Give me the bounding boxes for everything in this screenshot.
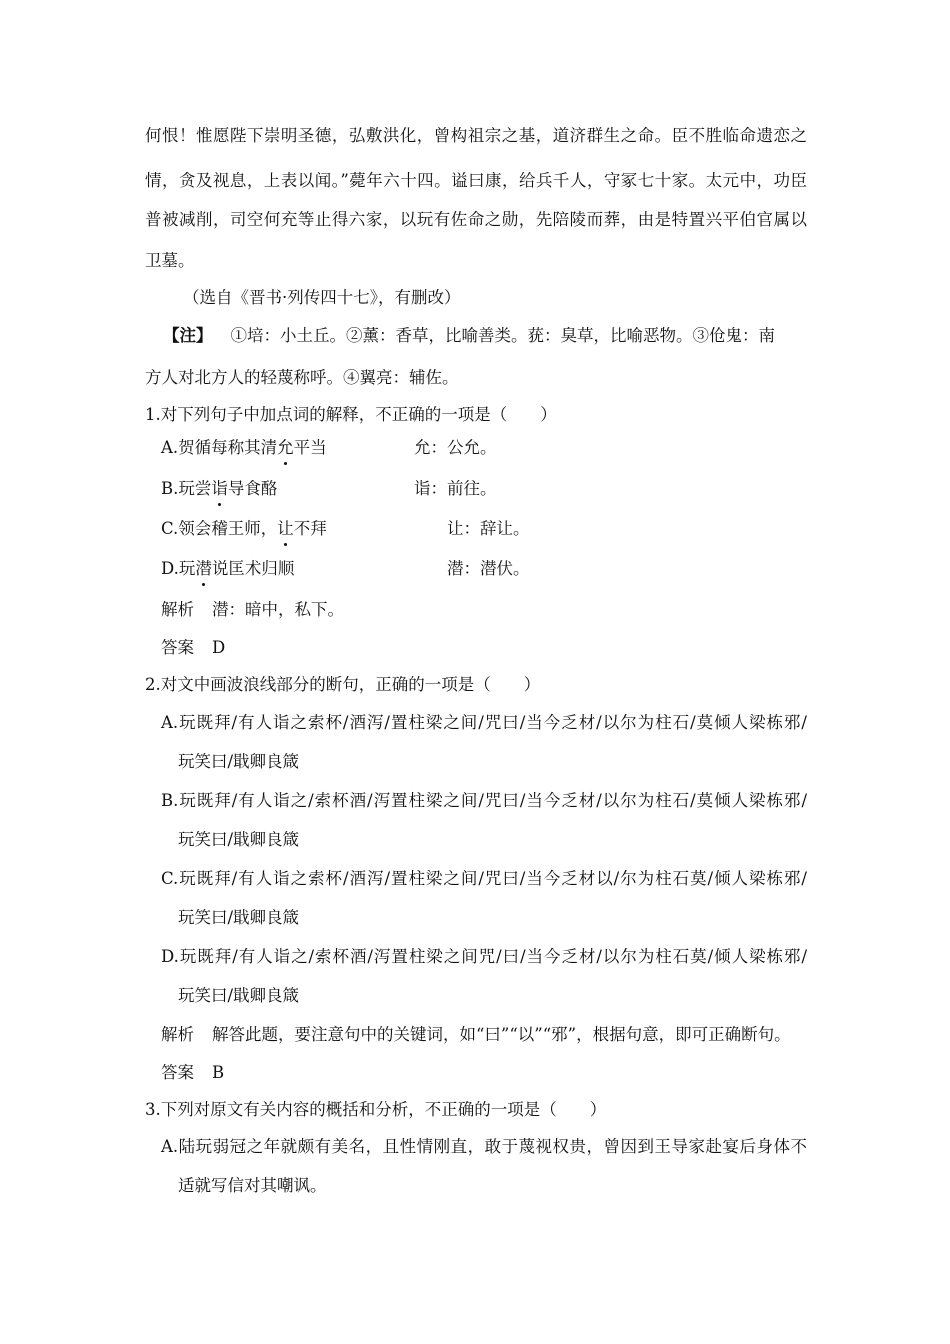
q1-answer (161, 637, 225, 659)
passage-line-2: 情，贪及视息，上表以闻。”薨年六十四。谥曰康，给兵千人，守冢七十家。太元中，功臣 (145, 171, 807, 190)
q1-option-a (161, 437, 327, 459)
passage-line-4: 卫墓。 (145, 251, 195, 270)
q1-answer-label: 答案 (161, 638, 194, 657)
q2-analysis (161, 1024, 791, 1046)
q2-option-d-line2: 玩笑曰/戢卿良箴 (178, 986, 300, 1005)
q1-option-b (161, 478, 277, 500)
q1-d-post: 说匡术归顺 (211, 559, 295, 578)
note-line-1 (163, 325, 807, 347)
q1-d-pre: D.玩 (161, 559, 196, 578)
q1-d-gloss: 潜：潜伏。 (447, 559, 530, 578)
passage-line-1: 何恨！惟愿陛下崇明圣德，弘敷洪化，曾构祖宗之基，道济群生之命。臣不胜临命遗恋之 (145, 126, 807, 145)
q1-option-d (161, 558, 294, 580)
q2-option-a-line1: A.玩既拜/有人诣之索杯/酒泻/置柱梁之间/咒曰/当今乏材/以尔为柱石/莫倾人梁栋邪/ (161, 713, 807, 732)
q3-option-a-line1: A.陆玩弱冠之年就颇有美名，且性情刚直，敢于蔑视权贵，曾因到王导家赴宴后身体不 (161, 1137, 807, 1156)
q1-analysis-label: 解析 (161, 600, 194, 619)
q1-c-post: 不拜 (293, 519, 327, 538)
q1-a-pre: A.贺循每称其清 (161, 438, 278, 457)
q1-stem: 1.对下列句子中加点词的解释，不正确的一项是（ ） (145, 405, 557, 424)
q1-a-gloss: 允：公允。 (414, 438, 497, 457)
q1-b-pre: B.玩尝 (161, 479, 212, 498)
q2-option-b-line1: B.玩既拜/有人诣之/索杯酒/泻置柱梁之间/咒曰/当今乏材/以尔为柱石/莫倾人梁栋邪/ (161, 791, 807, 810)
q3-stem: 3.下列对原文有关内容的概括和分析，不正确的一项是（ ） (145, 1100, 607, 1119)
note-line-2: 方人对北方人的轻蔑称呼。④翼亮：辅佐。 (145, 368, 459, 387)
q1-analysis (161, 599, 344, 621)
q2-option-c-line1: C.玩既拜/有人诣之索杯/酒泻/置柱梁之间/咒曰/当今乏材以/尔为柱石莫/倾人梁栋邪/ (161, 869, 807, 888)
q2-option-a-line2: 玩笑曰/戢卿良箴 (178, 752, 300, 771)
q2-answer (161, 1062, 224, 1084)
q1-a-dotted-word: 允 (277, 438, 294, 457)
q2-answer-label: 答案 (161, 1063, 194, 1082)
q2-option-d-line1: D.玩既拜/有人诣之/索杯酒/泻置柱梁之间咒/曰/当今乏材/以尔为柱石莫/倾人梁栋邪/ (161, 947, 807, 966)
q1-analysis-text: 潜：暗中，私下。 (212, 600, 344, 619)
q2-analysis-label: 解析 (161, 1025, 194, 1044)
q1-a-post: 平当 (293, 438, 327, 457)
q2-answer-value: B (212, 1063, 225, 1082)
q1-b-gloss: 诣：前往。 (414, 479, 497, 498)
source-citation: （选自《晋书·列传四十七》，有删改） (183, 288, 461, 307)
q1-b-post: 导食酪 (227, 479, 278, 498)
q1-c-pre: C.领会稽王师， (161, 519, 278, 538)
passage-line-3: 普被减削，司空何充等止得六家，以玩有佐命之勋，先陪陵而葬，由是特置兴平伯官属以 (145, 210, 807, 229)
q1-option-c (161, 518, 327, 540)
q2-analysis-text: 解答此题，要注意句中的关键词，如“曰”“以”“邪”，根据句意，即可正确断句。 (212, 1025, 791, 1044)
q3-option-a-line2: 适就写信对其嘲讽。 (178, 1176, 327, 1195)
q1-b-dotted-word: 诣 (211, 479, 228, 498)
q2-stem: 2.对文中画波浪线部分的断句，正确的一项是（ ） (145, 675, 541, 694)
q1-d-dotted-word: 潜 (195, 559, 212, 578)
q2-option-b-line2: 玩笑曰/戢卿良箴 (178, 830, 300, 849)
note-text-1: ①培：小土丘。②薰：香草，比喻善类。莸：臭草，比喻恶物。③伧鬼：南 (230, 326, 775, 345)
note-label: 【注】 (163, 326, 213, 345)
q1-c-dotted-word: 让 (277, 519, 294, 538)
q1-c-gloss: 让：辞让。 (447, 519, 530, 538)
q1-answer-value: D (212, 638, 226, 657)
q2-option-c-line2: 玩笑曰/戢卿良箴 (178, 908, 300, 927)
